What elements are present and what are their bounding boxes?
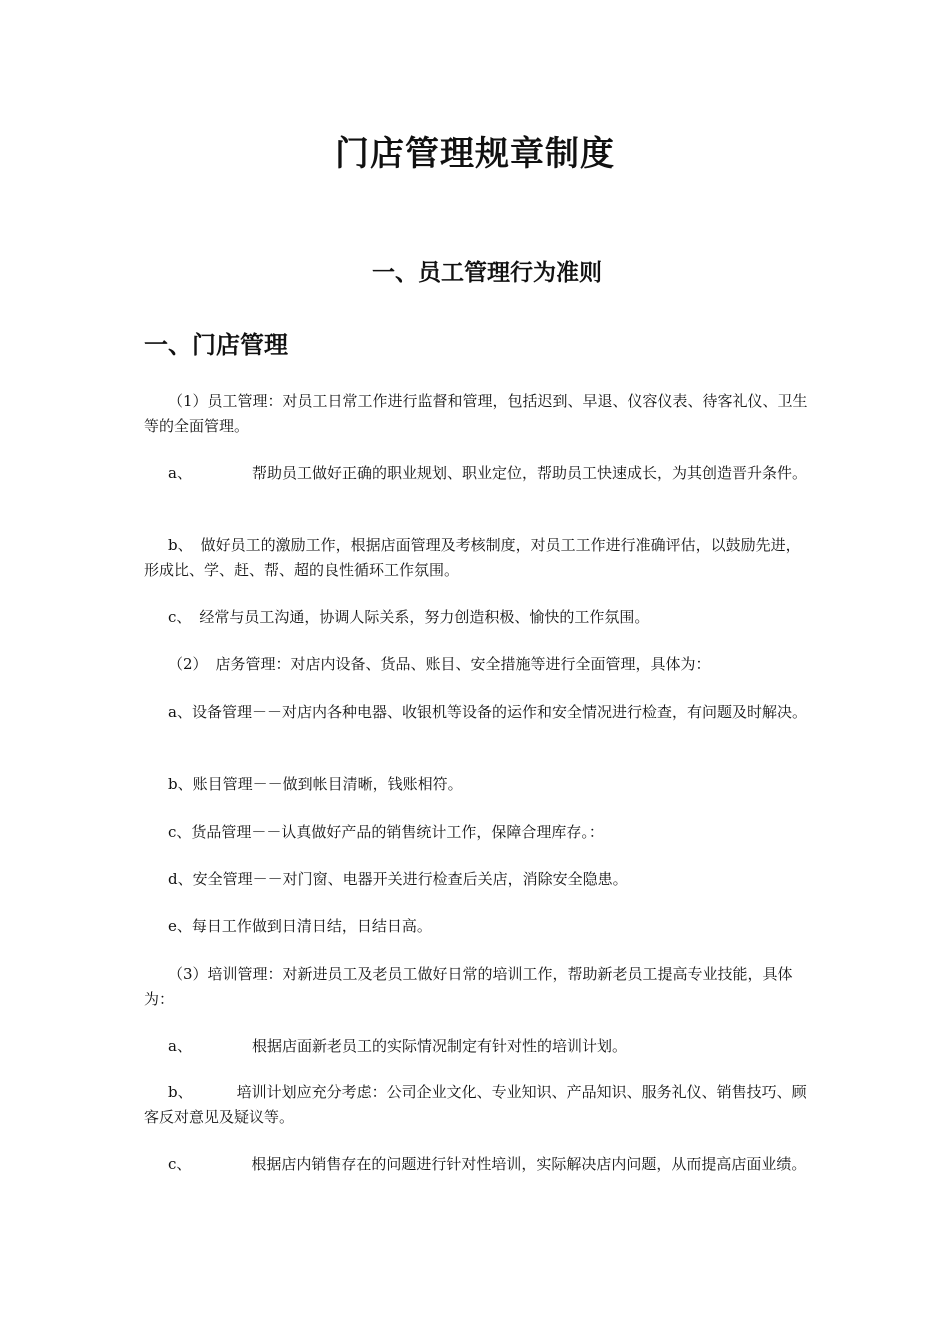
paragraph-training-a xyxy=(144,1034,812,1059)
section-heading: 一、门店管理 xyxy=(144,330,288,359)
paragraph-text: d、安全管理－－对门窗、电器开关进行检查后关店，消除安全隐患。 xyxy=(168,870,628,888)
chapter-heading: 一、员工管理行为准则 xyxy=(372,259,602,286)
paragraph-store-affairs xyxy=(144,652,812,677)
paragraph-daily xyxy=(144,914,812,939)
paragraph-text: （3）培训管理：对新进员工及老员工做好日常的培训工作，帮助新老员工提高专业技能，具体为： xyxy=(144,965,793,1008)
paragraph-goods xyxy=(144,820,812,845)
paragraph-text: 根据店内销售存在的问题进行针对性培训，实际解决店内问题，从而提高店面业绩。 xyxy=(251,1155,807,1173)
paragraph-text: 店务管理：对店内设备、货品、账目、安全措施等进行全面管理，具体为： xyxy=(215,655,711,673)
paragraph-text: a、设备管理－－对店内各种电器、收银机等设备的运作和安全情况进行检查，有问题及时解决。 xyxy=(168,703,807,721)
paragraph-equipment xyxy=(144,700,812,725)
list-marker: c、 xyxy=(168,608,192,626)
paragraph-item-b xyxy=(144,533,812,583)
paragraph-accounts xyxy=(144,772,812,797)
paragraph-text: 根据店面新老员工的实际情况制定有针对性的培训计划。 xyxy=(251,1037,627,1055)
list-marker: b、 xyxy=(168,1083,193,1101)
list-marker: a、 xyxy=(168,1037,192,1055)
paragraph-staff-management xyxy=(144,389,812,439)
paragraph-text: （1）员工管理：对员工日常工作进行监督和管理，包括迟到、早退、仪容仪表、待客礼仪、卫生等的全面管理。 xyxy=(144,392,808,435)
paragraph-text: 做好员工的激励工作，根据店面管理及考核制度，对员工工作进行准确评估，以鼓励先进，形成比、学、赶、帮、超的良性循环工作氛围。 xyxy=(144,536,801,579)
paragraph-text: e、每日工作做到日清日结，日结日高。 xyxy=(168,917,432,935)
paragraph-training-b xyxy=(144,1080,812,1130)
paragraph-text: c、货品管理－－认真做好产品的销售统计工作，保障合理库存。： xyxy=(168,823,604,841)
paragraph-text: 培训计划应充分考虑：公司企业文化、专业知识、产品知识、服务礼仪、销售技巧、顾客反对意见及疑议等。 xyxy=(144,1083,807,1126)
paragraph-text: 帮助员工做好正确的职业规划、职业定位，帮助员工快速成长，为其创造晋升条件。 xyxy=(251,464,807,482)
paragraph-safety xyxy=(144,867,812,892)
paragraph-text: b、账目管理－－做到帐目清晰，钱账相符。 xyxy=(168,775,463,793)
list-marker: a、 xyxy=(168,464,192,482)
document-title: 门店管理规章制度 xyxy=(335,134,615,174)
list-marker: b、 xyxy=(168,536,193,554)
paragraph-training xyxy=(144,962,812,1012)
paragraph-item-a xyxy=(144,461,812,486)
paragraph-training-c xyxy=(144,1152,812,1177)
list-marker: （2） xyxy=(168,655,208,673)
paragraph-text: 经常与员工沟通，协调人际关系，努力创造积极、愉快的工作氛围。 xyxy=(199,608,650,626)
list-marker: c、 xyxy=(168,1155,192,1173)
paragraph-item-c xyxy=(144,605,812,630)
